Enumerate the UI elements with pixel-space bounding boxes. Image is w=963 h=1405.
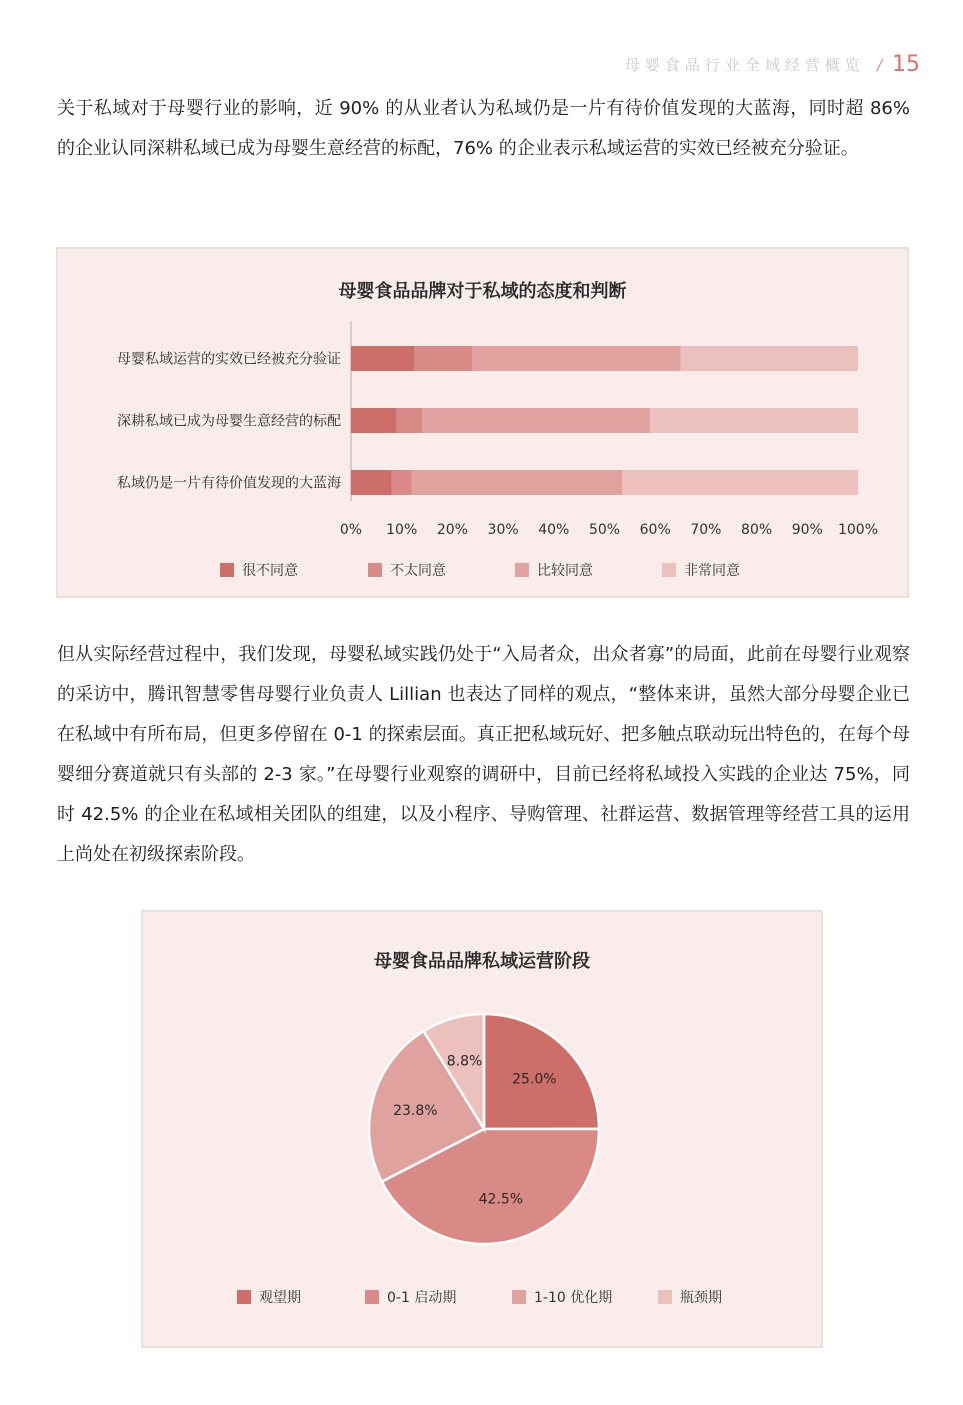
bar-x-tick-label: 50%: [588, 522, 621, 538]
bar-segment: [650, 408, 858, 433]
bar-segment: [681, 346, 858, 371]
pie-chart-title: 母婴食品品牌私域运营阶段: [374, 951, 590, 972]
bar-x-tick-label: 0%: [339, 522, 363, 538]
pie-legend-label: 0-1 启动期: [387, 1290, 457, 1306]
bar-legend-label: 不太同意: [390, 563, 446, 579]
bar-legend-swatch: [368, 563, 382, 577]
bar-legend-swatch: [662, 563, 676, 577]
pie-legend-swatch: [658, 1290, 672, 1304]
pie-legend-label: 1-10 优化期: [534, 1290, 613, 1306]
bar-legend-swatch: [515, 563, 529, 577]
bar-x-tick-label: 40%: [538, 522, 570, 538]
bar-x-tick-label: 60%: [639, 522, 671, 538]
bar-chart-title: 母婴食品品牌对于私域的态度和判断: [338, 281, 627, 302]
bar-category-label: 深耕私域已成为母婴生意经营的标配: [117, 413, 341, 430]
bar-x-tick-label: 30%: [487, 522, 519, 538]
header-divider: /: [876, 55, 882, 74]
bar-x-tick-label: 70%: [690, 522, 722, 538]
pie-data-label: 25.0%: [512, 1071, 557, 1088]
pie-chart-card: [141, 910, 823, 1348]
page-header: [625, 52, 920, 77]
bar-segment: [397, 408, 422, 433]
bar-x-tick-label: 100%: [837, 522, 879, 538]
bar-segment: [622, 470, 858, 495]
pie-legend-label: 观望期: [259, 1290, 301, 1306]
pie-legend-swatch: [365, 1290, 379, 1304]
bar-chart-card: [56, 247, 909, 598]
pie-chart: [143, 912, 821, 1346]
bar-segment: [422, 408, 650, 433]
bar-category-label: 母婴私域运营的实效已经被充分验证: [117, 351, 341, 368]
bar-x-tick-label: 90%: [791, 522, 823, 538]
bar-x-tick-label: 80%: [741, 522, 773, 538]
pie-data-label: 42.5%: [478, 1191, 524, 1208]
bar-legend-label: 非常同意: [684, 563, 740, 579]
bar-legend-swatch: [220, 563, 234, 577]
bar-segment: [351, 408, 397, 433]
bar-x-tick-label: 20%: [436, 522, 468, 538]
bar-segment: [351, 346, 414, 371]
bar-legend-label: 很不同意: [242, 563, 298, 579]
bar-segment: [473, 346, 681, 371]
pie-data-label: 8.8%: [446, 1053, 483, 1070]
bar-segment: [412, 470, 622, 495]
bar-legend-label: 比较同意: [537, 563, 593, 579]
bar-x-tick-label: 10%: [386, 522, 418, 538]
bar-segment: [414, 346, 472, 371]
bar-chart: [58, 249, 907, 596]
section-title: 母婴食品行业全域经营概览: [624, 56, 865, 74]
bar-segment: [392, 470, 412, 495]
pie-data-label: 23.8%: [393, 1102, 438, 1119]
bar-segment: [351, 470, 392, 495]
pie-legend-label: 瓶颈期: [680, 1290, 722, 1306]
pie-legend-swatch: [512, 1290, 526, 1304]
page-number: 15: [892, 52, 920, 77]
pie-legend-swatch: [237, 1290, 251, 1304]
intro-paragraph: 关于私域对于母婴行业的影响，近 90% 的从业者认为私域仍是一片有待价值发现的大蓝海，同时超 86% 的企业认同深耕私域已成为母婴生意经营的标配，76% 的企业表示私域运营的实效已经被充分验证。: [57, 98, 910, 159]
analysis-paragraph: 但从实际经营过程中，我们发现，母婴私域实践仍处于“入局者众，出众者寡”的局面，此前在母婴行业观察的采访中，腾讯智慧零售母婴行业负责人 Lillian 也表达了同样的观点，“整体来讲，虽然大部分母婴企业已在私域中有所布局，但更多停留在 0-1 的探索层面。真正把私域玩好、把多触点联动玩出特色的，在每个母婴细分赛道就只有头部的 2-3 家。”在母婴行业观察的调研中，目前已经将私域投入实践的企业达 75%，同时 42.5% 的企业在私域相关团队的组建，以及小程序、导购管理、社群运营、数据管理等经营工具的运用上尚处在初级探索阶段。: [57, 644, 910, 865]
bar-category-label: 私域仍是一片有待价值发现的大蓝海: [117, 475, 341, 492]
